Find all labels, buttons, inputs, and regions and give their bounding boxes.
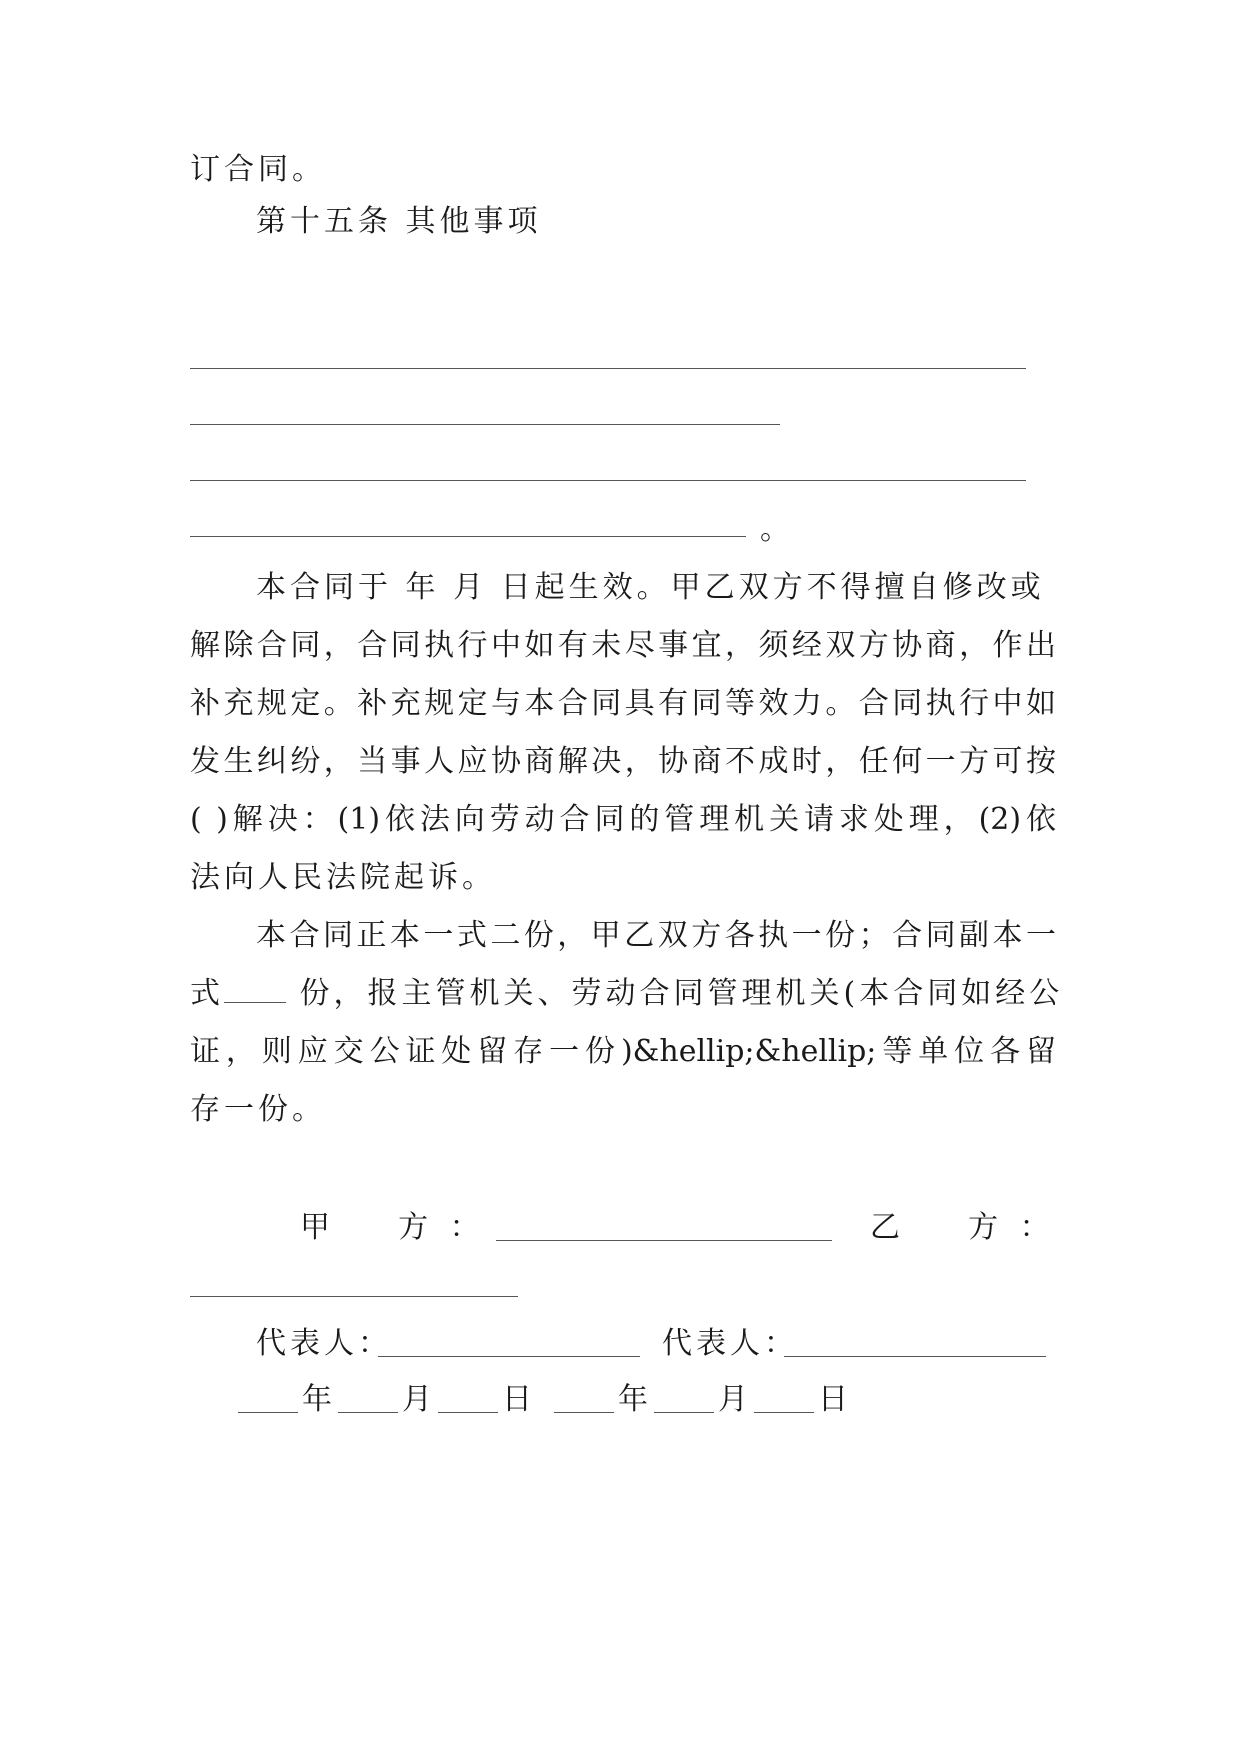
other-matters-blank-line-1[interactable] xyxy=(190,368,1026,369)
date-a-day-blank[interactable] xyxy=(438,1412,498,1413)
rep-b-label: 代表人： xyxy=(662,1326,798,1361)
party-b-label: 乙 方 ： xyxy=(870,1210,1056,1245)
effective-para-line-2: 解除合同，合同执行中如有未尽事宜，须经双方协商，作出 xyxy=(190,628,1056,663)
date-a-year-label: 年 xyxy=(302,1382,332,1417)
date-a-year-blank[interactable] xyxy=(238,1412,298,1413)
effective-para-line-4: 发生纠纷，当事人应协商解决，协商不成时，任何一方可按 xyxy=(190,744,1056,779)
party-a-blank[interactable] xyxy=(496,1240,832,1241)
date-b-month-label: 月 xyxy=(718,1382,748,1417)
article-15-heading: 第十五条 其他事项 xyxy=(256,204,542,239)
effective-para-line-6: 法向人民法院起诉。 xyxy=(190,860,496,895)
copies-para-line-4: 存一份。 xyxy=(190,1092,326,1127)
copies-para-line-2-rest: 份，报主管机关、劳动合同管理机关(本合同如经公 xyxy=(286,976,1064,1011)
copies-para-line-2-start: 式 xyxy=(190,976,224,1011)
date-a-month-label: 月 xyxy=(402,1382,432,1417)
effective-para-line-3: 补充规定。补充规定与本合同具有同等效力。合同执行中如 xyxy=(190,686,1056,721)
rep-b-blank[interactable] xyxy=(784,1356,1046,1357)
party-a-label: 甲 方 ： xyxy=(300,1210,486,1245)
other-matters-period: 。 xyxy=(760,512,794,547)
date-b-day-blank[interactable] xyxy=(754,1412,814,1413)
copies-para-line-1: 本合同正本一式二份，甲乙双方各执一份；合同副本一 xyxy=(256,918,1056,953)
contract-end-line: 订合同。 xyxy=(190,152,326,187)
copies-para-line-2 xyxy=(190,974,1064,1014)
copies-count-blank[interactable] xyxy=(224,994,286,1003)
party-b-blank[interactable] xyxy=(190,1296,518,1297)
effective-para-line-5: ( )解决：(1)依法向劳动合同的管理机关请求处理，(2)依 xyxy=(190,802,1056,837)
other-matters-blank-line-2[interactable] xyxy=(190,424,780,425)
copies-para-line-3: 证，则应交公证处留存一份)&hellip;&hellip;等单位各留 xyxy=(190,1034,1056,1069)
date-b-year-blank[interactable] xyxy=(554,1412,614,1413)
date-a-month-blank[interactable] xyxy=(338,1412,398,1413)
effective-para-line-1: 本合同于 年 月 日起生效。甲乙双方不得擅自修改或 xyxy=(256,570,1045,605)
rep-a-blank[interactable] xyxy=(378,1356,640,1357)
date-b-month-blank[interactable] xyxy=(654,1412,714,1413)
date-b-year-label: 年 xyxy=(618,1382,648,1417)
other-matters-blank-line-3[interactable] xyxy=(190,480,1026,481)
date-a-day-label: 日 xyxy=(502,1382,532,1417)
date-b-day-label: 日 xyxy=(818,1382,848,1417)
rep-a-label: 代表人： xyxy=(256,1326,392,1361)
other-matters-blank-line-4[interactable] xyxy=(190,536,746,537)
